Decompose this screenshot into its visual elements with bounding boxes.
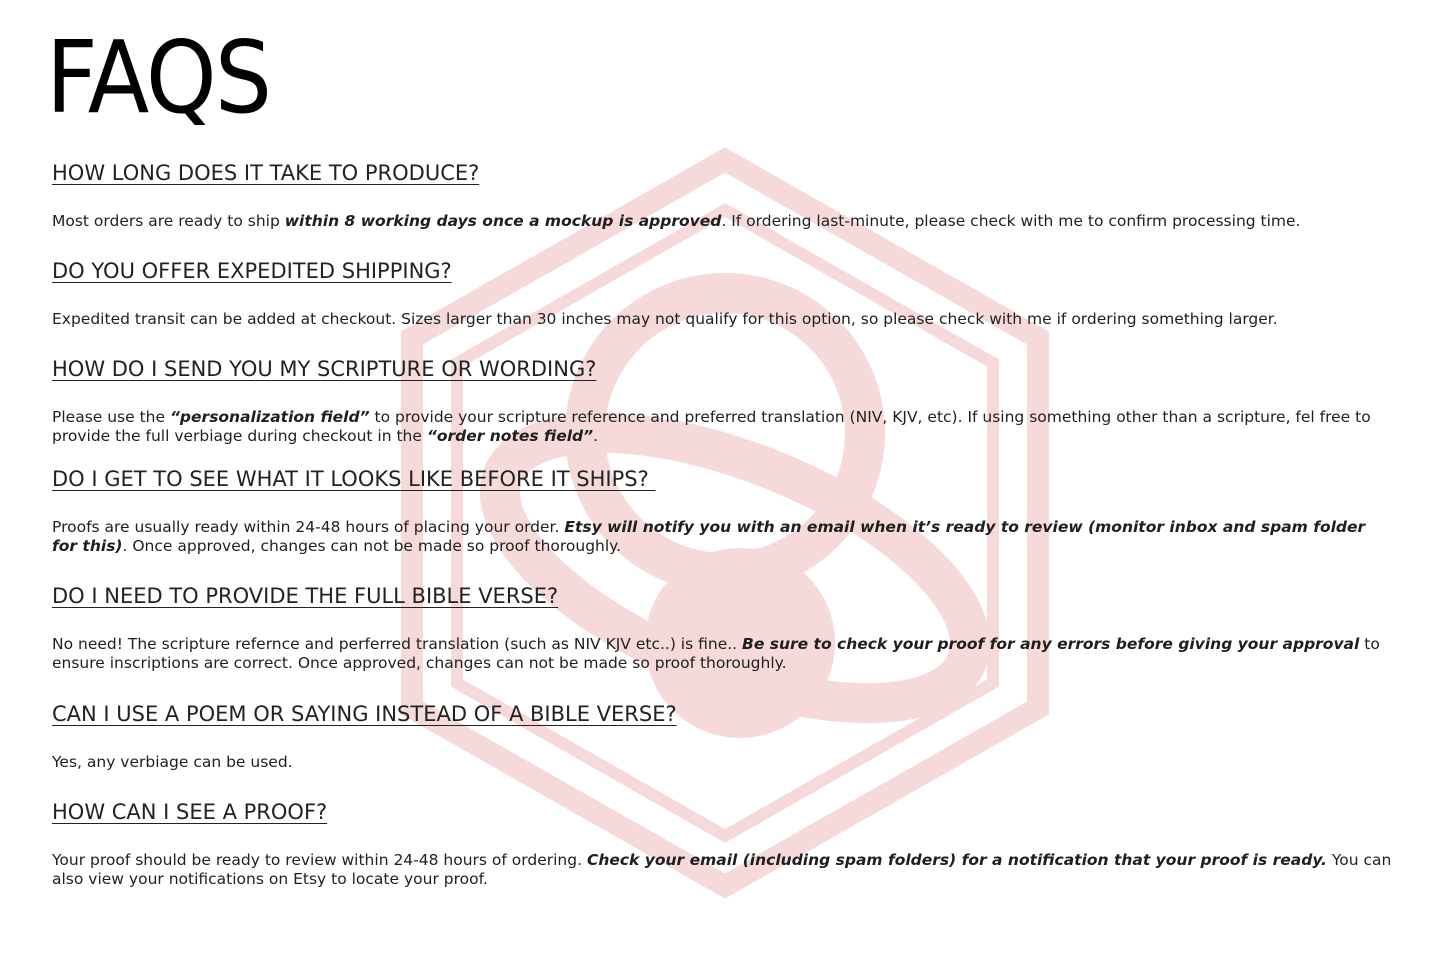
page-title: FAQS: [46, 19, 271, 136]
answer-text: Most orders are ready to ship: [52, 212, 285, 230]
answer-text: to ensure inscriptions are correct. Once approved, changes can not be made so proof thoroughly.: [52, 635, 1380, 672]
faq-answer: [52, 408, 1392, 446]
faq-item: [52, 701, 1392, 771]
answer-text: You can also view your notifications on Etsy to locate your proof.: [52, 851, 1392, 888]
faq-item: [52, 466, 1392, 555]
faq-answer: [52, 753, 1392, 772]
faq-answer: [52, 635, 1392, 673]
faq-answer: [52, 212, 1392, 231]
faq-question: CAN I USE A POEM OR SAYING INSTEAD OF A BIBLE VERSE?: [52, 702, 677, 726]
faq-question: DO I NEED TO PROVIDE THE FULL BIBLE VERSE?: [52, 584, 559, 608]
faq-answer: [52, 518, 1392, 556]
answer-emphasis: “personalization field”: [169, 408, 370, 426]
faq-question: DO YOU OFFER EXPEDITED SHIPPING?: [52, 259, 452, 283]
faq-item: [52, 356, 1392, 445]
answer-emphasis: “order notes field”: [426, 427, 594, 445]
answer-text: Expedited transit can be added at checkout. Sizes larger than 30 inches may not qualify for this option, so please check with me if ordering something larger.: [52, 310, 1278, 328]
faq-answer: [52, 310, 1392, 329]
faq-item: [52, 583, 1392, 672]
answer-text: to provide your scripture reference and preferred translation (NIV, KJV, etc). If using something other than a scripture, fel free to provide the full verbiage during checkout in the: [52, 408, 1371, 445]
answer-emphasis: Be sure to check your proof for any errors before giving your approval: [742, 635, 1360, 653]
faq-question: DO I GET TO SEE WHAT IT LOOKS LIKE BEFORE IT SHIPS?: [52, 467, 656, 491]
answer-text: . Once approved, changes can not be made so proof thoroughly.: [122, 537, 622, 555]
answer-text: Your proof should be ready to review within 24-48 hours of ordering.: [52, 851, 587, 869]
faq-item: [52, 799, 1392, 888]
faq-item: [52, 258, 1392, 328]
answer-text: Yes, any verbiage can be used.: [52, 753, 293, 771]
answer-text: . If ordering last-minute, please check with me to confirm processing time.: [721, 212, 1301, 230]
faq-question: HOW CAN I SEE A PROOF?: [52, 800, 328, 824]
answer-text: .: [593, 427, 599, 445]
faq-answer: [52, 851, 1392, 889]
answer-emphasis: Etsy will notify you with an email when it’s ready to review (monitor inbox and spam folder for this): [52, 518, 1366, 555]
answer-emphasis: Check your email (including spam folders) for a notification that your proof is ready.: [586, 851, 1327, 869]
answer-text: No need! The scripture refernce and perferred translation (such as NIV KJV etc..) is fine..: [52, 635, 743, 653]
faq-question: HOW DO I SEND YOU MY SCRIPTURE OR WORDING?: [52, 357, 597, 381]
faq-item: [52, 160, 1392, 230]
faq-question: HOW LONG DOES IT TAKE TO PRODUCE?: [52, 161, 480, 185]
answer-emphasis: within 8 working days once a mockup is approved: [284, 212, 722, 230]
answer-text: Proofs are usually ready within 24-48 hours of placing your order.: [52, 518, 565, 536]
answer-text: Please use the: [52, 408, 170, 426]
